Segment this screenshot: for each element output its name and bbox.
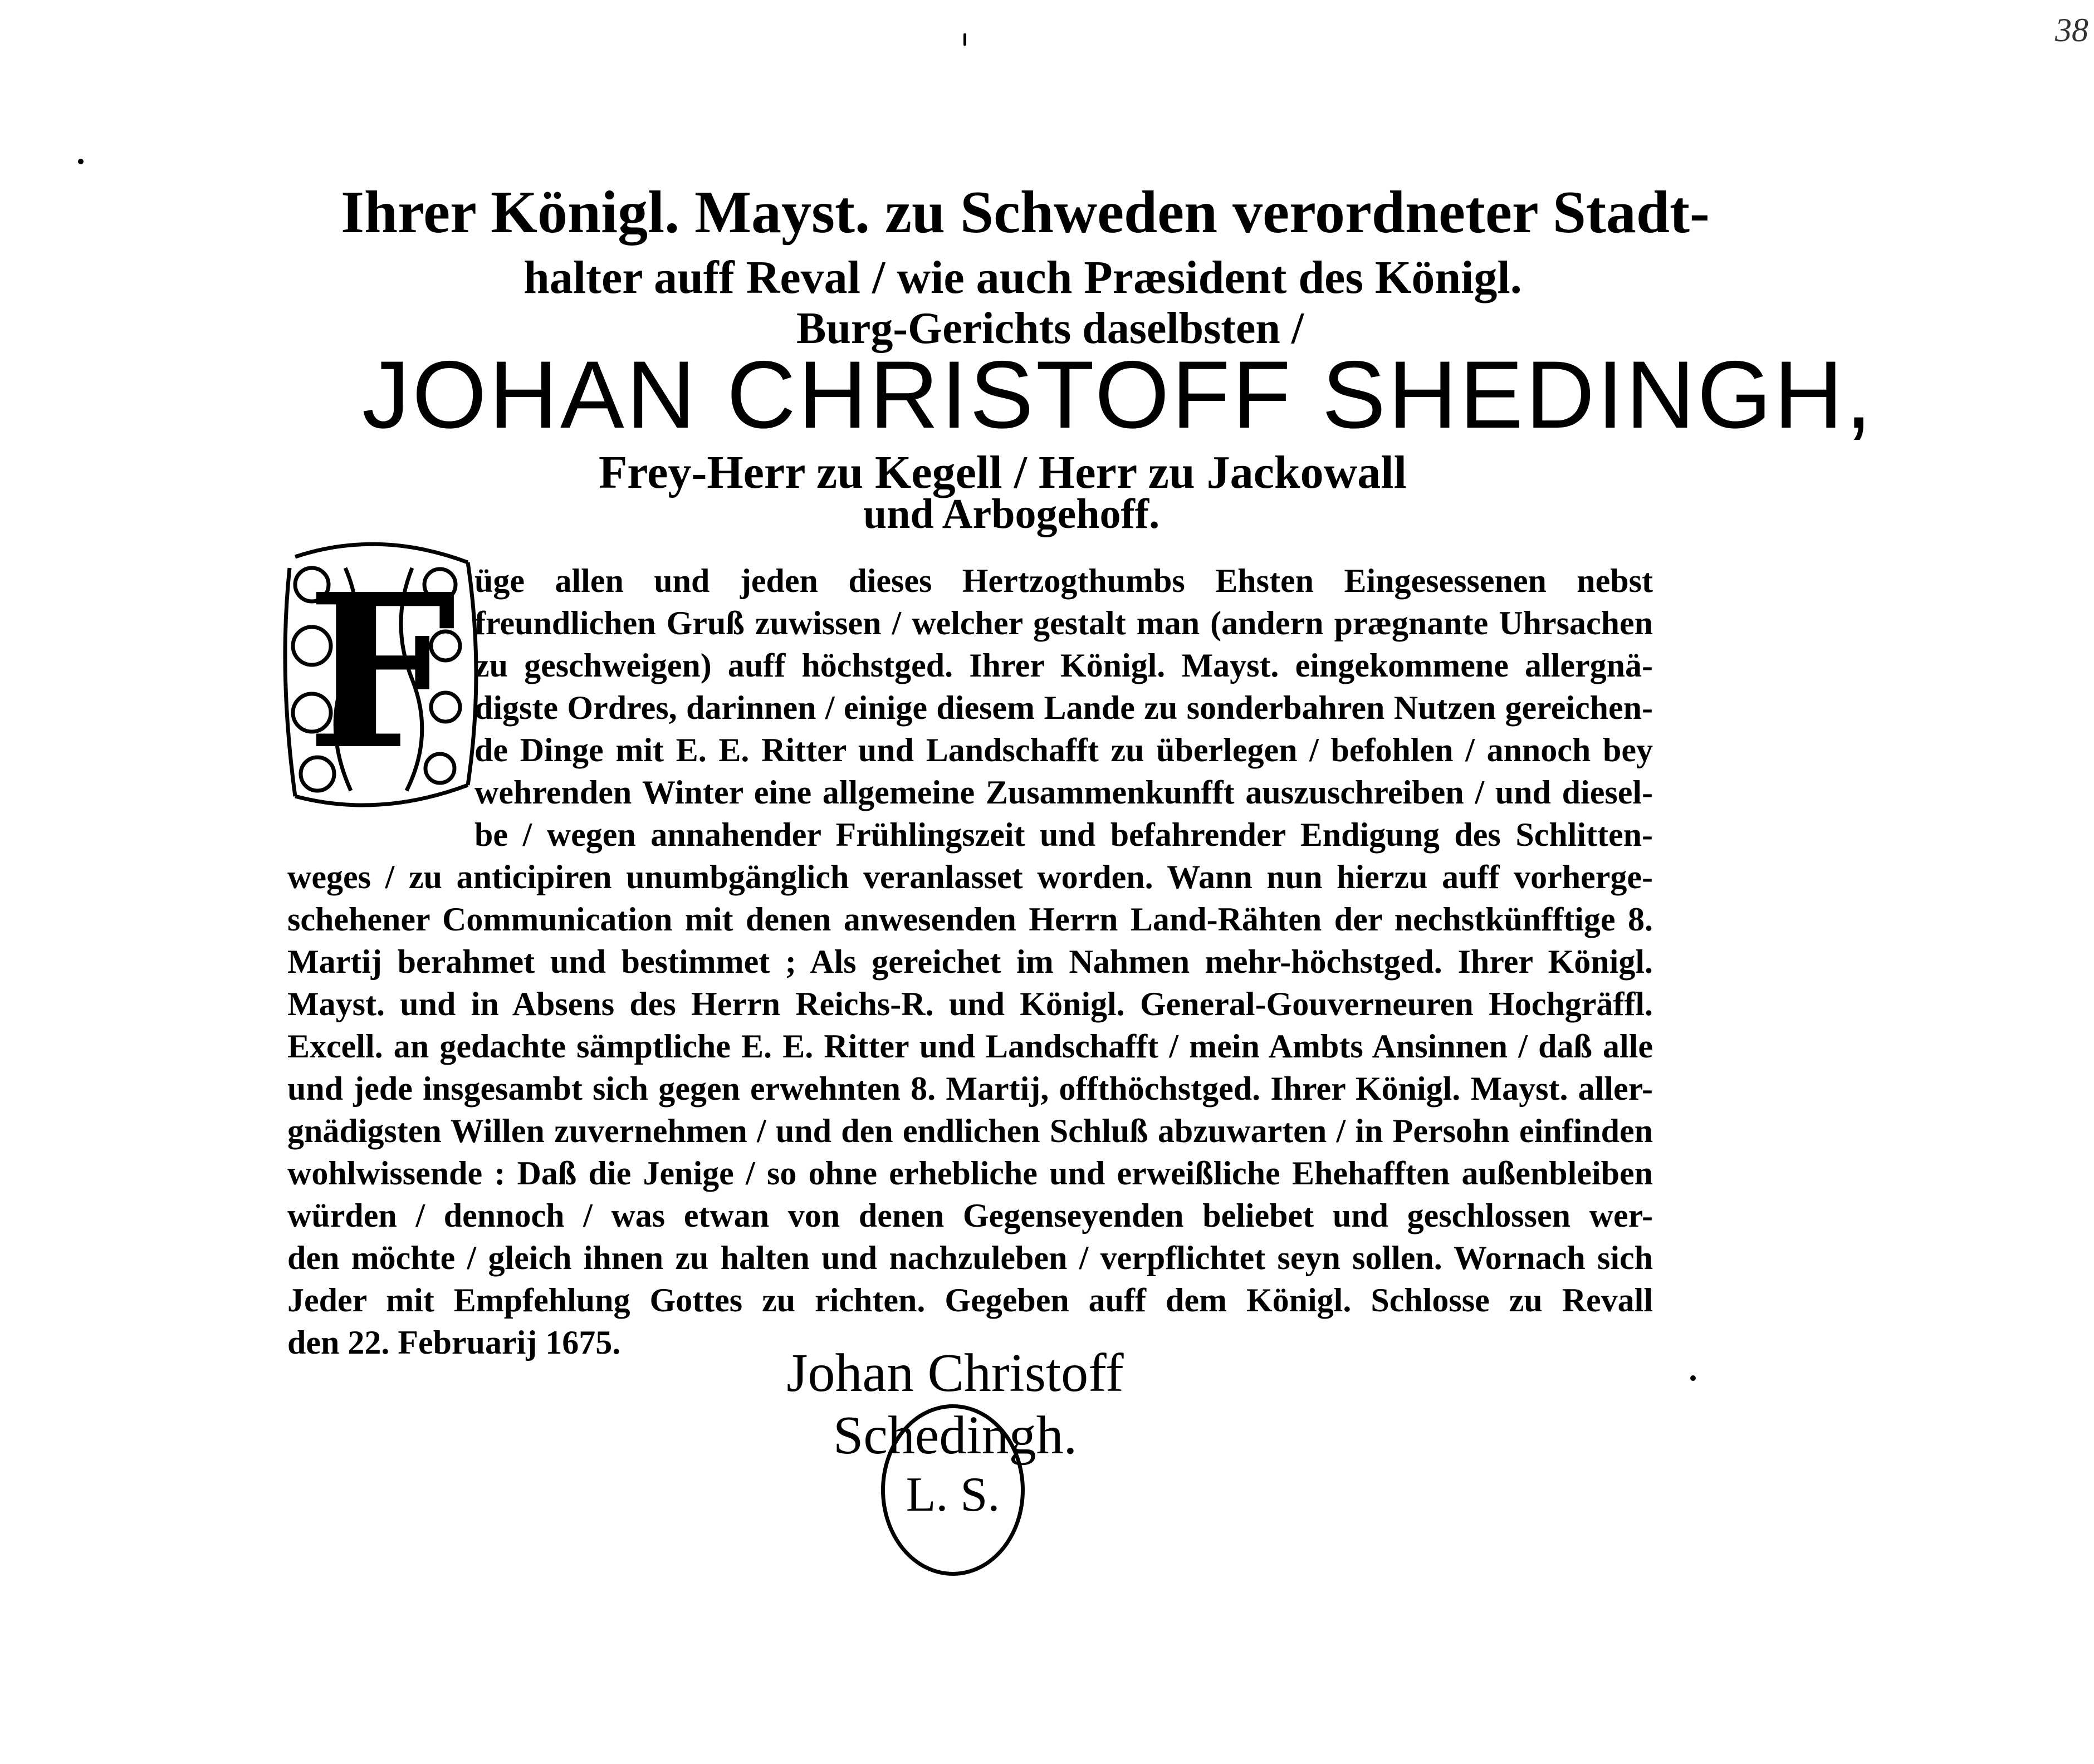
body-line: schehener Communication mit denen anwesenden Herrn Land-Rähten der nechstkünfftige 8. bbox=[287, 901, 1653, 938]
signature: Johan Christoff Schedingh. bbox=[786, 1343, 1124, 1466]
body-line: üge allen und jeden dieses Hertzogthumbs Ehsten Eingesessenen nebst bbox=[474, 562, 1653, 599]
seal-text: L. S. bbox=[906, 1468, 1000, 1522]
seal-circle bbox=[881, 1404, 1025, 1576]
date-line: den 22. Februarij 1675. bbox=[287, 1324, 621, 1361]
body-line: Martij berahmet und bestimmet ; Als gereichet im Nahmen mehr-höchstged. Ihrer Königl. bbox=[287, 943, 1653, 980]
issuer-name: JOHAN CHRISTOFF SHEDINGH, bbox=[362, 341, 1875, 448]
heading-line-5: und Arbogehoff. bbox=[863, 491, 1160, 537]
body-line: wehrenden Winter eine allgemeine Zusammenkunfft auszuschreiben / und diesel- bbox=[474, 774, 1653, 811]
body-line: weges / zu anticipiren unumbgänglich veranlasset worden. Wann nun hierzu auff vorherge- bbox=[287, 859, 1653, 895]
body-line: gnädigsten Willen zuvernehmen / und den endlichen Schluß abzuwarten / in Persohn einfinden bbox=[287, 1113, 1653, 1149]
heading-line-2: halter auff Reval / wie auch Præsident des Königl. bbox=[524, 252, 1522, 303]
svg-text:F: F bbox=[306, 547, 457, 796]
body-line: digste Ordres, darinnen / einige diesem Lande zu sonderbahren Nutzen gereichen- bbox=[474, 689, 1653, 726]
page-number: 38 bbox=[2055, 12, 2088, 48]
body-line: zu geschweigen) auff höchstged. Ihrer Königl. Mayst. eingekommene allergnä- bbox=[474, 647, 1653, 684]
body-line: be / wegen annahender Frühlingszeit und befahrender Endigung des Schlitten- bbox=[474, 816, 1653, 853]
heading-line-1: Ihrer Königl. Mayst. zu Schweden verordneter Stadt- bbox=[341, 179, 1710, 246]
body-line: wohlwissende : Daß die Jenige / so ohne erhebliche und erweißliche Ehehafften außenbleiben bbox=[287, 1155, 1653, 1192]
body-line: den möchte / gleich ihnen zu halten und nachzuleben / verpflichtet seyn sollen. Wornach sich bbox=[287, 1239, 1653, 1276]
body-line: de Dinge mit E. E. Ritter und Landschafft zu überlegen / befohlen / annoch bey bbox=[474, 732, 1653, 768]
heading-line-3: Burg-Gerichts daselbsten / bbox=[796, 304, 1304, 353]
heading-line-4: Frey-Herr zu Kegell / Herr zu Jackowall bbox=[599, 447, 1407, 498]
speck-mark bbox=[78, 159, 84, 164]
proclamation-body bbox=[287, 560, 1653, 1364]
body-line: Excell. an gedachte sämptliche E. E. Ritter und Landschafft / mein Ambts Ansinnen / daß alle bbox=[287, 1028, 1653, 1065]
speck-mark bbox=[963, 33, 966, 46]
body-line: Jeder mit Empfehlung Gottes zu richten. Gegeben auff dem Königl. Schlosse zu Revall bbox=[287, 1282, 1653, 1319]
speck-mark bbox=[1690, 1375, 1696, 1381]
body-line: Mayst. und in Absens des Herrn Reichs-R. und Königl. General-Gouverneuren Hochgräffl. bbox=[287, 986, 1653, 1022]
body-line: und jede insgesambt sich gegen erwehnten 8. Martij, offthöchstged. Ihrer Königl. Mayst. aller- bbox=[287, 1070, 1653, 1107]
body-line: würden / dennoch / was etwan von denen Gegenseyenden beliebet und geschlossen wer- bbox=[287, 1197, 1653, 1234]
body-line: freundlichen Gruß zuwissen / welcher gestalt man (andern prægnante Uhrsachen bbox=[474, 605, 1653, 641]
